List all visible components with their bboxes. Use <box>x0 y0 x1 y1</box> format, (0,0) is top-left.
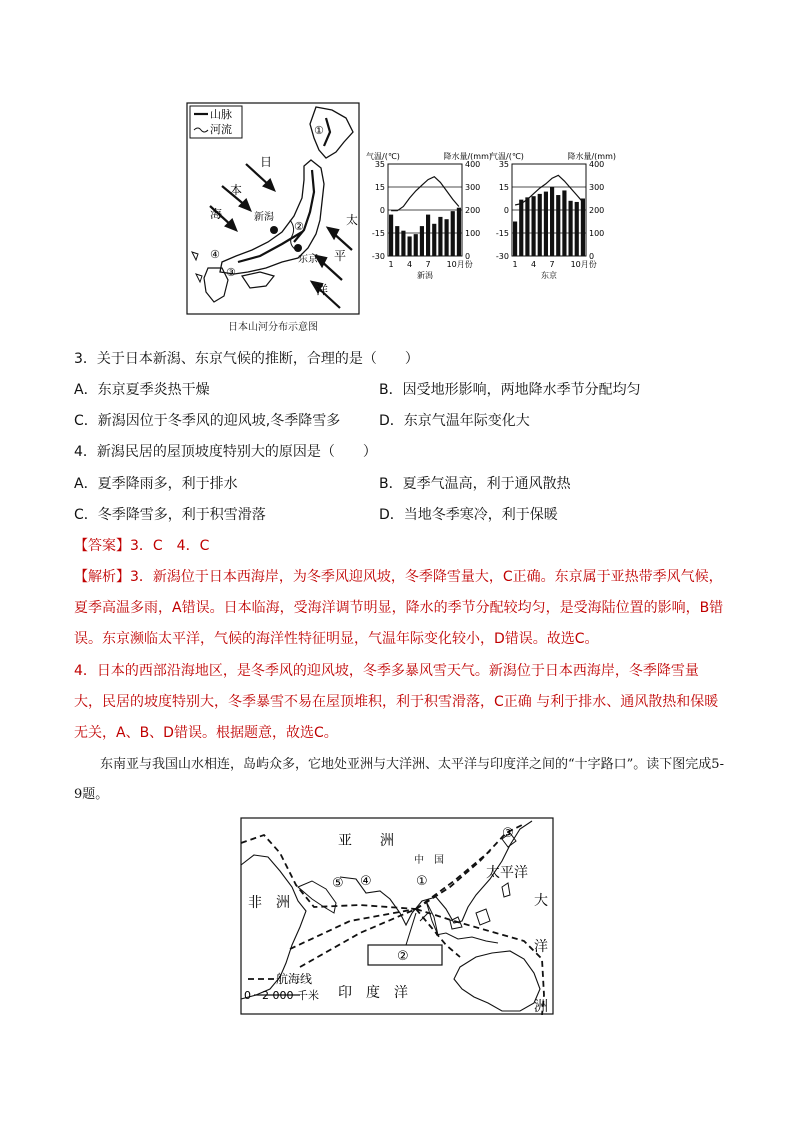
precip-tick-label: 400 <box>465 160 481 169</box>
temp-tick-label: 0 <box>379 206 385 215</box>
marker-4: ④ <box>210 248 220 261</box>
precip-bar-5 <box>414 234 418 256</box>
y-axis-label-precip: 降水量/(mm) <box>567 152 616 161</box>
precip-tick-label: 200 <box>465 206 481 215</box>
climate-chart-tokyo <box>490 150 616 290</box>
label-yang: 洋 <box>534 939 548 955</box>
temp-tick-label: 35 <box>498 160 509 169</box>
precip-bar-2 <box>519 200 523 256</box>
x-tick-label: 1 <box>388 260 394 269</box>
x-tick-label: 1 <box>512 260 518 269</box>
precip-bar-9 <box>438 217 442 256</box>
sea-label-ben: 本 <box>230 183 243 197</box>
precip-bar-5 <box>538 194 542 256</box>
ocean-label-yang: 洋 <box>316 283 329 297</box>
legend-river: 河流 <box>210 123 232 136</box>
temperature-line <box>391 177 459 211</box>
precip-tick-label: 0 <box>465 252 471 261</box>
tokyo-dot <box>294 244 302 252</box>
temp-tick-label: 35 <box>374 160 385 169</box>
southeast-asia-map <box>240 817 554 1015</box>
precip-tick-label: 200 <box>589 206 605 215</box>
map-caption: 日本山河分布示意图 <box>228 322 318 333</box>
japan-map <box>186 102 360 318</box>
q4-option-c: C．冬季降雪多，利于积雪滑落 <box>74 507 266 523</box>
label-asia: 亚 洲 <box>338 833 394 849</box>
route-marker-1: ① <box>416 874 428 889</box>
label-da: 大 <box>534 893 548 909</box>
precip-bar-2 <box>395 226 399 256</box>
y-axis-label-precip: 降水量/(mm) <box>443 152 492 161</box>
x-tick-label: 4 <box>407 260 413 269</box>
temperature-line <box>515 175 583 205</box>
intro-paragraph: 东南亚与我国山水相连，岛屿众多，它地处亚洲与大洋洲、太平洋与印度洋之间的“十字路口”。读下图完成5-9题。 <box>74 757 724 802</box>
q3-option-d: D．东京气温年际变化大 <box>379 413 530 429</box>
precip-bar-10 <box>445 219 449 256</box>
temp-tick-label: -15 <box>495 229 509 238</box>
x-tick-label: 7 <box>425 260 431 269</box>
precip-bar-8 <box>432 224 436 256</box>
temp-tick-label: 15 <box>374 183 385 192</box>
route-marker-3: ③ <box>502 826 514 841</box>
precip-tick-label: 300 <box>589 183 605 192</box>
precip-bar-6 <box>420 226 424 256</box>
precip-bar-12 <box>457 208 461 256</box>
precip-bar-3 <box>525 197 529 256</box>
marker-3: ③ <box>226 266 236 279</box>
ocean-label-tai: 太 <box>346 213 359 227</box>
q4-option-a: A．夏季降雨多，利于排水 <box>74 476 238 492</box>
marker-1: ① <box>314 124 324 137</box>
route-marker-2: ② <box>397 949 409 964</box>
precip-tick-label: 0 <box>589 252 595 261</box>
label-zhou: 洲 <box>534 999 548 1015</box>
precip-bar-1 <box>513 222 517 257</box>
precip-tick-label: 300 <box>465 183 481 192</box>
analysis-q3: 【解析】3．新潟位于日本西海岸，为冬季风迎风坡，冬季降雪量大，C正确。东京属于亚热带季风气候，夏季高温多雨，A错误。日本临海，受海洋调节明显，降水的季节分配较均匀，是受海陆位置的影响，B错误。东京濒临太平洋，气候的海洋性特征明显，气温年际变化较小，D错误。故选C。 <box>74 569 724 647</box>
answer-line: 【答案】3．C 4．C <box>74 538 210 554</box>
temp-tick-label: -30 <box>371 252 385 261</box>
city-label-niigata: 新潟 <box>254 212 274 223</box>
precip-bar-3 <box>401 231 405 256</box>
precip-bar-11 <box>575 202 579 256</box>
y-axis-label-temp: 气温/(℃) <box>490 152 524 161</box>
precip-bar-9 <box>562 190 566 256</box>
x-tick-label: 7 <box>549 260 555 269</box>
temp-tick-label: -30 <box>495 252 509 261</box>
label-pacific: 太平洋 <box>486 865 528 881</box>
precip-bar-7 <box>426 215 430 256</box>
route-marker-5: ⑤ <box>332 876 344 891</box>
precip-bar-6 <box>544 192 548 256</box>
q3-option-c: C．新潟因位于冬季风的迎风坡,冬季降雪多 <box>74 413 341 429</box>
x-tick-label: 10月份 <box>570 260 597 269</box>
q4-stem: 4．新潟民居的屋顶坡度特别大的原因是（ ） <box>74 444 377 460</box>
label-china: 中 国 <box>414 855 444 866</box>
legend-mountain: 山脉 <box>210 108 232 121</box>
precip-tick-label: 400 <box>589 160 605 169</box>
x-tick-label: 10月份 <box>446 260 473 269</box>
q4-option-d: D．当地冬季寒冷，利于保暖 <box>379 507 558 523</box>
chart-title: 新潟 <box>417 271 433 280</box>
q4-option-b: B．夏季气温高，利于通风散热 <box>379 476 571 492</box>
precip-bar-10 <box>569 201 573 256</box>
precip-bar-11 <box>451 211 455 256</box>
temp-tick-label: -15 <box>371 229 385 238</box>
x-tick-label: 4 <box>531 260 537 269</box>
ocean-label-ping: 平 <box>334 249 347 263</box>
scale-label: 0 2 000 千米 <box>244 989 319 1002</box>
precip-bar-4 <box>408 236 412 256</box>
label-africa: 非 洲 <box>248 895 290 911</box>
chart-title: 东京 <box>541 271 557 280</box>
city-label-tokyo: 东京 <box>298 254 318 265</box>
analysis-q4: 4．日本的西部沿海地区，是冬季风的迎风坡，冬季多暴风雪天气。新潟位于日本西海岸，冬季降雪量大，民居的坡度特别大，冬季暴雪不易在屋顶堆积，利于积雪滑落，C正确 与利于排水、通风散热和保暖无关，A、B、D错误。根据题意，故选C。 <box>74 663 719 741</box>
precip-bar-4 <box>532 196 536 256</box>
precip-tick-label: 100 <box>589 229 605 238</box>
legend-route-label: 航海线 <box>276 972 313 986</box>
sea-label-ri: 日 <box>260 155 273 169</box>
precip-bar-8 <box>556 195 560 256</box>
q3-option-a: A．东京夏季炎热干燥 <box>74 382 210 398</box>
precip-tick-label: 100 <box>465 229 481 238</box>
y-axis-label-temp: 气温/(℃) <box>366 152 400 161</box>
marker-2: ② <box>294 220 304 233</box>
q3-stem: 3．关于日本新潟、东京气候的推断，合理的是（ ） <box>74 351 419 367</box>
temp-tick-label: 15 <box>498 183 509 192</box>
precip-bar-12 <box>581 199 585 257</box>
precip-bar-7 <box>550 187 554 256</box>
sea-label-hai: 海 <box>210 207 223 221</box>
route-marker-4: ④ <box>360 874 372 889</box>
precip-bar-1 <box>389 215 393 256</box>
niigata-dot <box>270 226 278 234</box>
q3-option-b: B．因受地形影响，两地降水季节分配均匀 <box>379 382 641 398</box>
label-indian-ocean: 印 度 洋 <box>338 985 408 1001</box>
climate-chart-niigata <box>366 150 492 290</box>
temp-tick-label: 0 <box>503 206 509 215</box>
